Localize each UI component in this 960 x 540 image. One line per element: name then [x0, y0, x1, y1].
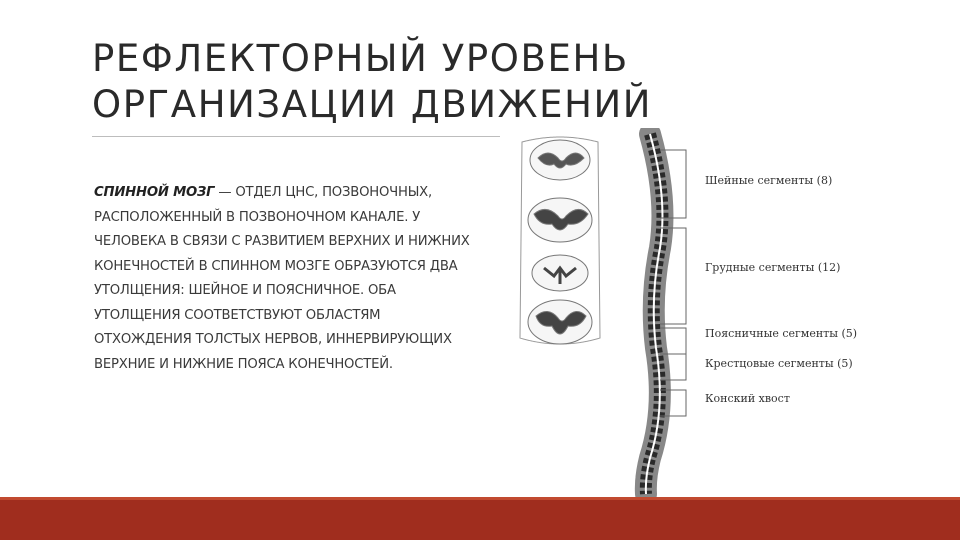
cross-section-3 [532, 255, 588, 291]
label-thoracic-segments: Грудные сегменты (12) [705, 261, 841, 274]
spinal-column [646, 134, 663, 494]
spinal-cord-illustration [500, 128, 880, 498]
body-paragraph [94, 181, 480, 377]
label-cervical-segments: Шейные сегменты (8) [705, 174, 833, 187]
body-term: СПИННОЙ МОЗГ [94, 185, 215, 200]
cross-section-4 [528, 300, 592, 344]
footer-accent-line [0, 497, 960, 500]
cross-section-2 [528, 198, 592, 242]
label-lumbar-segments: Поясничные сегменты (5) [705, 327, 858, 340]
title-line-2: ОРГАНИЗАЦИИ ДВИЖЕНИЙ [92, 83, 653, 126]
slide-title [92, 36, 652, 128]
cross-sections [520, 137, 600, 344]
title-line-1: РЕФЛЕКТОРНЫЙ УРОВЕНЬ [92, 37, 629, 80]
footer-accent-bar [0, 497, 960, 540]
body-definition: — ОТДЕЛ ЦНС, ПОЗВОНОЧНЫХ, РАСПОЛОЖЕННЫЙ В ПОЗВОНОЧНОМ КАНАЛЕ. У ЧЕЛОВЕКА В СВЯЗИ С РАЗВИТИЕМ ВЕРХНИХ И НИЖНИХ КОНЕЧНОСТЕЙ В СПИННОМ МОЗГЕ ОБРАЗУЮТСЯ ДВА УТОЛЩЕНИЯ: ШЕЙНОЕ И ПОЯСНИЧНОЕ. ОБА УТОЛЩЕНИЯ СООТВЕТСТВУЮТ ОБЛАСТЯМ ОТХОЖДЕНИЯ ТОЛСТЫХ НЕРВОВ, ИННЕРВИРУЮЩИХ ВЕРХНИЕ И НИЖНИЕ ПОЯСА КОНЕЧНОСТЕЙ. [94, 185, 470, 372]
cross-section-1 [530, 140, 590, 180]
label-coccygeal: Конский хвост [705, 392, 790, 405]
label-sacral-segments: Крестцовые сегменты (5) [705, 357, 853, 370]
